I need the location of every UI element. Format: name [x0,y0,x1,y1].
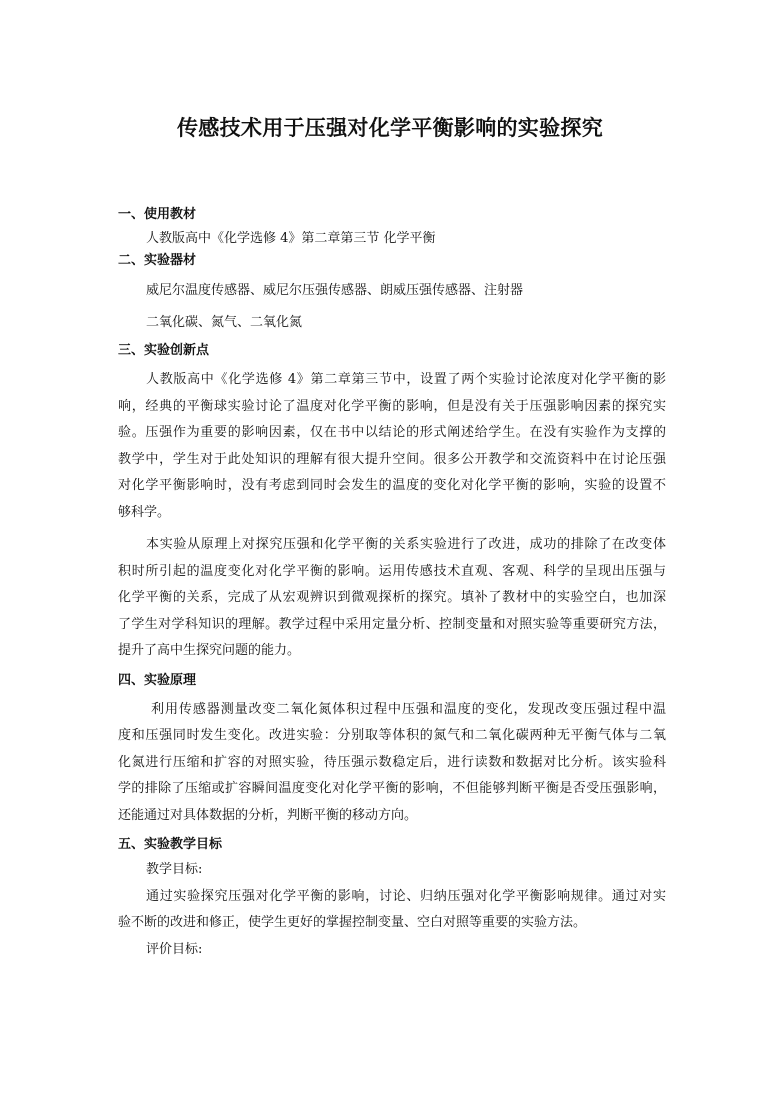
materials-line: 二氧化碳、氮气、二氧化氮 [146,315,303,330]
paragraph-line: 化氮进行压缩和扩容的对照实验，待压强示数稳定后，进行读数和数据对比分析。该实验科 [118,754,666,770]
section-heading: 五、实验教学目标 [118,837,223,852]
section-heading: 一、使用教材 [118,207,197,222]
objectives-paragraph [118,884,666,937]
teaching-objectives-label: 教学目标: [146,862,203,877]
paragraph-line: 验不断的改进和修正，使学生更好的掌握控制变量、空白对照等重要的实验方法。 [118,915,587,930]
innovation-paragraph-2 [118,532,666,665]
paragraph-line: 度和压强同时发生变化。改进实验：分别取等体积的氮气和二氧化碳两种无平衡气体与二氧 [118,728,666,743]
innovation-paragraph-1 [118,367,666,526]
textbook-text: 人教版高中《化学选修 4》第二章第三节 化学平衡 [146,231,436,246]
section-heading: 三、实验创新点 [118,343,210,358]
evaluation-objectives-label: 评价目标: [146,941,203,957]
paragraph-line: 教学中，学生对于此处知识的理解有很大提升空间。很多公开教学和交流资料中在讨论压强 [118,451,666,467]
paragraph-line: 化学平衡的关系，完成了从宏观辨识到微观探析的探究。填补了教材中的实验空白，也加深 [118,590,666,605]
section-equipment [118,251,666,333]
paragraph-line: 通过实验探究压强对化学平衡的影响，讨论、归纳压强对化学平衡影响规律。通过对实 [146,888,666,904]
paragraph-line: 利用传感器测量改变二氧化氮体积过程中压强和温度的变化，发现改变压强过程中温 [151,701,666,717]
paragraph-line: 够科学。 [118,504,171,520]
section-objectives [118,835,666,963]
section-textbook [118,205,666,249]
principle-paragraph [118,697,666,830]
paragraph-line: 本实验从原理上对探究压强和化学平衡的关系实验进行了改进，成功的排除了在改变体 [146,537,666,552]
equipment-line: 威尼尔温度传感器、威尼尔压强传感器、朗威压强传感器、注射器 [146,283,524,298]
section-heading: 二、实验器材 [118,253,197,268]
document-body [118,205,666,963]
paragraph-line: 积时所引起的温度变化对化学平衡的影响。运用传感技术直观、客观、科学的呈现出压强与 [118,563,666,579]
paragraph-line: 对化学平衡影响时，没有考虑到同时会发生的温度的变化对化学平衡的影响，实验的设置不 [118,478,666,493]
section-principle [118,671,666,830]
paragraph-line: 验。压强作为重要的影响因素，仅在书中以结论的形式阐述给学生。在没有实验作为支撑的 [118,425,666,440]
paragraph-line: 响，经典的平衡球实验讨论了温度对化学平衡的影响，但是没有关于压强影响因素的探究实 [118,398,666,414]
paragraph-line: 人教版高中《化学选修 4》第二章第三节中，设置了两个实验讨论浓度对化学平衡的影 [146,372,666,387]
paragraph-line: 还能通过对具体数据的分析，判断平衡的移动方向。 [118,807,418,823]
section-heading: 四、实验原理 [118,672,197,688]
paragraph-line: 了学生对学科知识的理解。教学过程中采用定量分析、控制变量和对照实验等重要研究方法， [118,616,666,632]
paragraph-line: 提升了高中生探究问题的能力。 [118,643,301,658]
paragraph-line: 学的排除了压缩或扩容瞬间温度变化对化学平衡的影响，不但能够判断平衡是否受压强影响， [118,781,666,796]
document-title: 传感技术用于压强对化学平衡影响的实验探究 [177,116,603,140]
section-innovation [118,341,666,665]
